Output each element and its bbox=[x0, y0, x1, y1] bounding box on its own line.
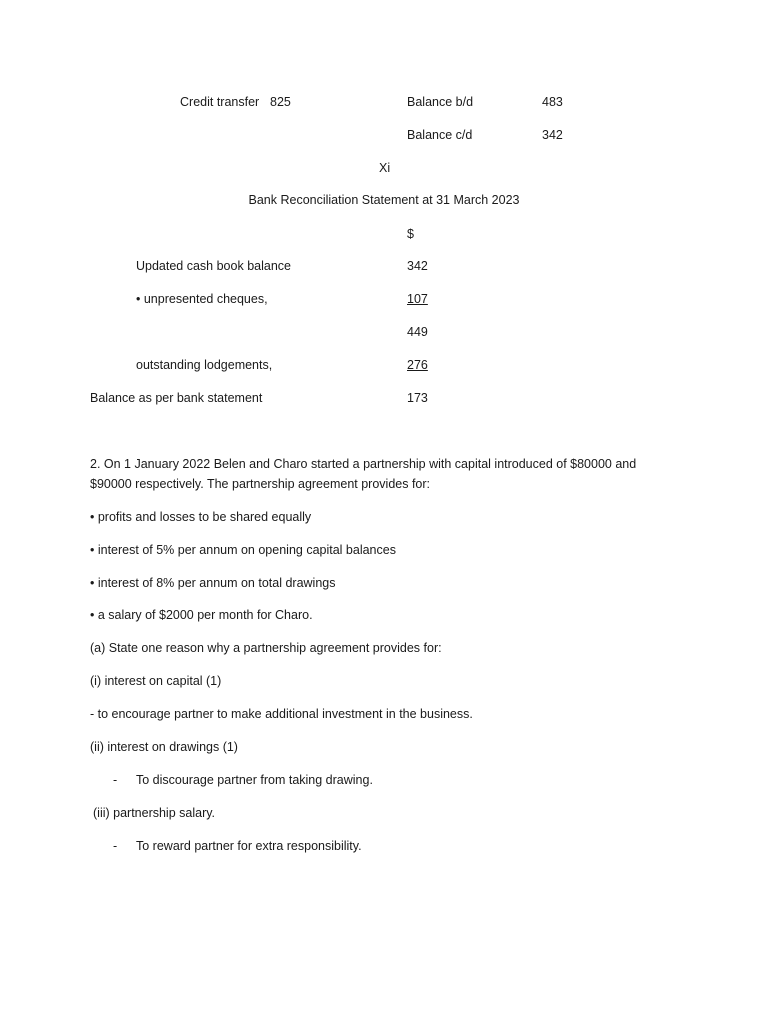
recon-row-label: outstanding lodgements, bbox=[136, 358, 273, 372]
question-intro: 2. On 1 January 2022 Belen and Charo started a partnership with capital introduced of $80000 and $90000 respectively. The partnership agreement provides for: bbox=[90, 457, 637, 491]
part-ii-question: (ii) interest on drawings (1) bbox=[90, 740, 238, 754]
recon-row-amount: 342 bbox=[407, 259, 428, 273]
recon-row-amount: 107 bbox=[407, 292, 428, 306]
reconciliation-title: Bank Reconciliation Statement at 31 March 2023 bbox=[248, 193, 520, 207]
part-i-question: (i) interest on capital (1) bbox=[90, 674, 222, 688]
part-ii-answer-dash: - bbox=[113, 773, 118, 787]
balance-cd-amount: 342 bbox=[542, 128, 563, 142]
recon-row-amount: 449 bbox=[407, 325, 428, 339]
section-marker: Xi bbox=[379, 161, 391, 175]
part-ii-answer: To discourage partner from taking drawing. bbox=[136, 773, 373, 787]
currency-header: $ bbox=[407, 227, 414, 241]
question-bullet: • interest of 8% per annum on total drawings bbox=[90, 576, 336, 590]
recon-row-amount: 276 bbox=[407, 358, 428, 372]
recon-row-amount: 173 bbox=[407, 391, 428, 405]
recon-row-label: • unpresented cheques, bbox=[136, 292, 268, 306]
question-bullet: • a salary of $2000 per month for Charo. bbox=[90, 608, 313, 622]
credit-transfer-amount: 825 bbox=[270, 95, 291, 109]
balance-cd-label: Balance c/d bbox=[407, 128, 473, 142]
credit-transfer-label: Credit transfer bbox=[180, 95, 260, 109]
part-iii-answer-dash: - bbox=[113, 839, 118, 853]
balance-bd-amount: 483 bbox=[542, 95, 563, 109]
balance-bd-label: Balance b/d bbox=[407, 95, 474, 109]
recon-row-label: Updated cash book balance bbox=[136, 259, 291, 273]
part-i-answer: - to encourage partner to make additional investment in the business. bbox=[90, 707, 473, 721]
part-a-question: (a) State one reason why a partnership agreement provides for: bbox=[90, 641, 442, 655]
part-iii-question: (iii) partnership salary. bbox=[93, 806, 216, 820]
question-bullet: • profits and losses to be shared equally bbox=[90, 510, 312, 524]
recon-row-label: Balance as per bank statement bbox=[90, 391, 263, 405]
question-bullet: • interest of 5% per annum on opening capital balances bbox=[90, 543, 396, 557]
part-iii-answer: To reward partner for extra responsibility. bbox=[136, 839, 362, 853]
